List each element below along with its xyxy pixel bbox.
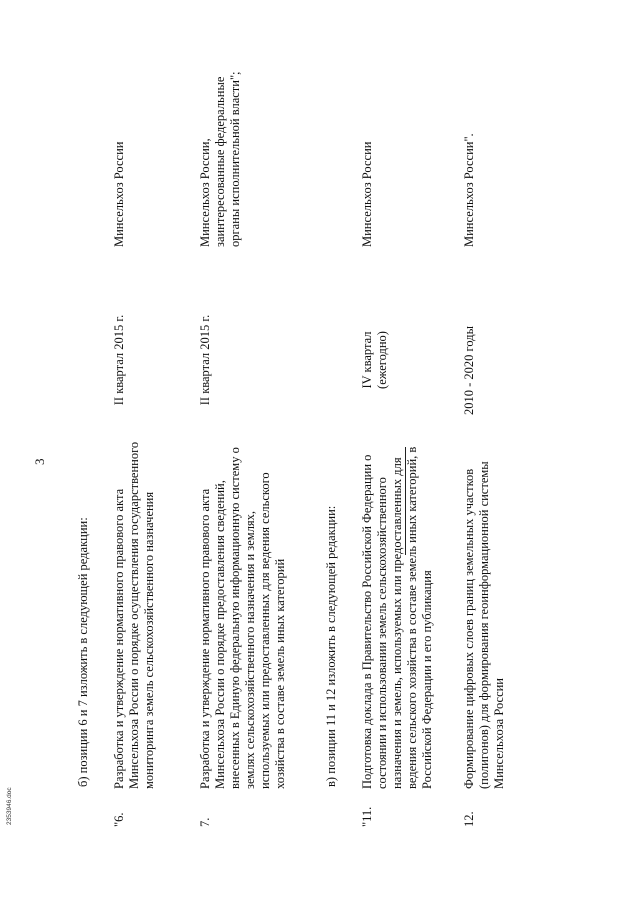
- doc-id: 2353946.doc: [6, 787, 13, 825]
- section-b-intro: б) позиции 6 и 7 изложить в следующей редакции:: [76, 517, 90, 787]
- row-6-number: "6.: [112, 812, 126, 827]
- section-v-intro: в) позиции 11 и 12 изложить в следующей редакции:: [324, 505, 338, 787]
- row-11-executor: Минсельхоз России: [360, 141, 374, 247]
- row-12-number: 12.: [462, 811, 476, 827]
- row-11-term: IV квартал (ежегодно): [360, 331, 389, 389]
- row-7-number: 7.: [198, 817, 212, 827]
- row-6-term: II квартал 2015 г.: [112, 314, 126, 406]
- page-number: 3: [32, 458, 47, 465]
- row-6-executor: Минсельхоз России: [112, 141, 126, 247]
- row-12-executor: Минсельхоз России".: [462, 133, 476, 247]
- row-7-term: II квартал 2015 г.: [198, 314, 212, 406]
- row-11-description: Подготовка доклада в Правительство Российской Федерации о состоянии и использовании земель сельскохозяйственного назначения и земель, используемых или предоставленных для ведения сельского хозяйства в составе земель иных категорий, в Российской Федерации и его публикация: [360, 446, 434, 789]
- separator-line: [405, 447, 406, 555]
- row-11-number: "11.: [360, 806, 374, 827]
- row-6-description: Разработка и утверждение нормативного правового акта Минсельхоза России о порядке осуществления государственного мониторинга земель сельскохозяйственного назначения: [112, 441, 156, 789]
- row-12-term: 2010 - 2020 годы: [462, 325, 476, 415]
- row-7-description: Разработка и утверждение нормативного правового акта Минсельхоза России о порядке предоставления сведений, внесенных в Единую федеральную информационную систему о землях сельскохозяйственного назначения и землях, используемых или предоставленных для ведения сельского хозяйства в составе земель иных категорий: [198, 447, 287, 789]
- row-12-description: Формирование цифровых слоев границ земельных участков (полигонов) для формирования геоинформационной системы Минсельхоза России: [462, 461, 506, 789]
- row-7-executor: Минсельхоз России, заинтересованные федеральные органы исполнительной власти";: [198, 71, 242, 247]
